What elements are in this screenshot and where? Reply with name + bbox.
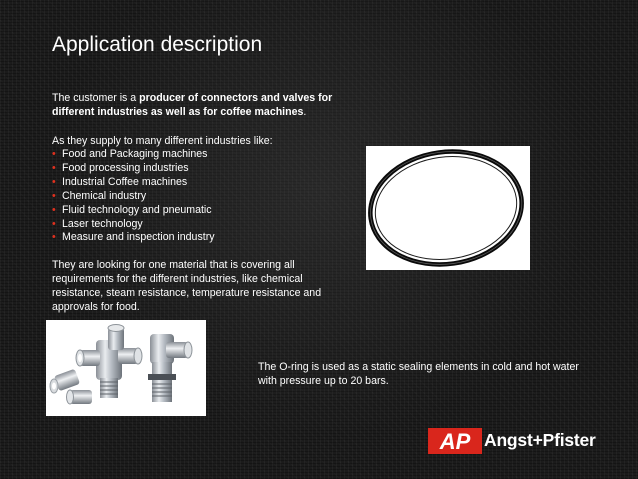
bullet-icon: • xyxy=(52,189,56,202)
list-item xyxy=(52,176,215,190)
bullet-icon: • xyxy=(52,231,56,244)
list-item-label: Chemical industry xyxy=(62,189,147,202)
intro-bold-text: producer of connectors and valves for different industries as well as for coffee machines xyxy=(52,92,333,118)
oring-image xyxy=(366,146,530,270)
list-item xyxy=(52,148,215,162)
list-item-label: Fluid technology and pneumatic xyxy=(62,203,212,216)
intro-suffix: . xyxy=(303,106,307,118)
list-item xyxy=(52,190,215,204)
list-item xyxy=(52,231,215,245)
requirements-paragraph: They are looking for one material that is covering all requirements for the different industries, like chemical resistance, steam resistance, temperature resistance and approvals for food. xyxy=(52,259,322,313)
bullet-icon: • xyxy=(52,148,56,160)
bullet-icon: • xyxy=(52,161,56,174)
bullet-icon: • xyxy=(52,203,56,216)
connectors-image xyxy=(46,320,206,416)
list-item xyxy=(52,204,215,218)
bullet-icon: • xyxy=(52,175,56,188)
list-item-label: Food and Packaging machines xyxy=(62,148,208,160)
oring-caption: The O-ring is used as a static sealing elements in cold and hot water with pressure up to 20 bars. xyxy=(258,361,579,387)
list-item-label: Industrial Coffee machines xyxy=(62,175,188,188)
logo-text: Angst+Pfister xyxy=(484,430,596,450)
list-item xyxy=(52,162,215,176)
industries-list xyxy=(52,148,215,245)
bullet-icon: • xyxy=(52,217,56,230)
industries-lead: As they supply to many different industries like: xyxy=(52,135,273,147)
company-logo xyxy=(428,428,608,454)
intro-prefix: The customer is a xyxy=(52,92,140,104)
list-item-label: Laser technology xyxy=(62,217,143,230)
list-item-label: Measure and inspection industry xyxy=(62,231,215,244)
logo-mark-text: AP xyxy=(439,429,471,454)
intro-paragraph xyxy=(52,91,372,119)
list-item xyxy=(52,218,215,232)
angst-pfister-logo-icon xyxy=(428,428,482,454)
slide-title: Application description xyxy=(52,33,263,56)
list-item-label: Food processing industries xyxy=(62,161,189,174)
